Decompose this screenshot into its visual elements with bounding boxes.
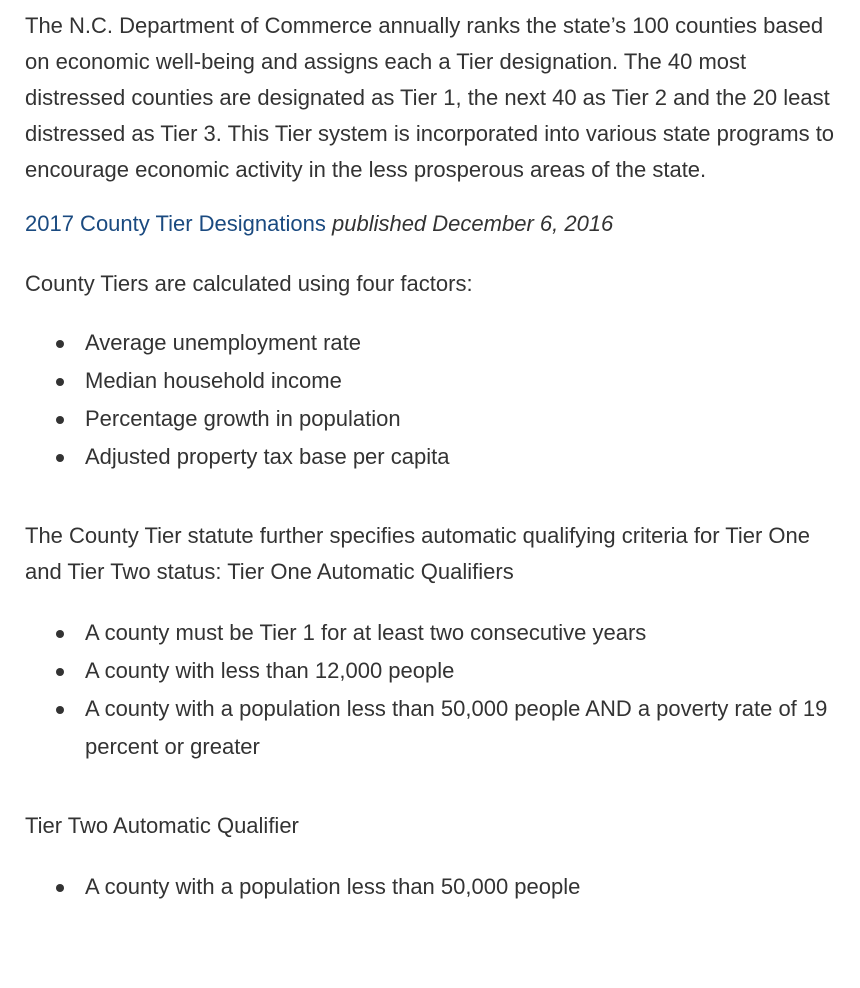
county-tier-designations-link[interactable]: 2017 County Tier Designations	[25, 211, 326, 236]
intro-paragraph: The N.C. Department of Commerce annually ranks the state’s 100 counties based on economic well-being and assigns each a Tier designation. The 40 most distressed counties are designated as Tier 1, the next 40 as Tier 2 and the 20 least distressed as Tier 3. This Tier system is incorporated into various state programs to encourage economic activity in the less prosperous areas of the state.	[25, 13, 835, 182]
list-item: A county with a population less than 50,000 people	[85, 868, 836, 906]
factors-lead: County Tiers are calculated using four factors:	[25, 271, 473, 296]
list-item: Percentage growth in population	[85, 400, 836, 438]
published-date: published December 6, 2016	[331, 211, 614, 236]
list-item: Median household income	[85, 362, 836, 400]
tier-one-qualifiers-list	[25, 614, 836, 766]
designations-line	[25, 206, 836, 242]
list-item: A county with a population less than 50,000 people AND a poverty rate of 19 percent or greater	[85, 690, 836, 766]
factors-list	[25, 324, 836, 476]
list-item: Adjusted property tax base per capita	[85, 438, 836, 476]
tier-two-qualifiers-list	[25, 868, 836, 906]
list-item: A county must be Tier 1 for at least two consecutive years	[85, 614, 836, 652]
statute-paragraph: The County Tier statute further specifies automatic qualifying criteria for Tier One and Tier Two status: Tier One Automatic Qualifiers	[25, 523, 811, 584]
list-item: A county with less than 12,000 people	[85, 652, 836, 690]
list-item: Average unemployment rate	[85, 324, 836, 362]
tier-two-heading: Tier Two Automatic Qualifier	[25, 813, 299, 838]
